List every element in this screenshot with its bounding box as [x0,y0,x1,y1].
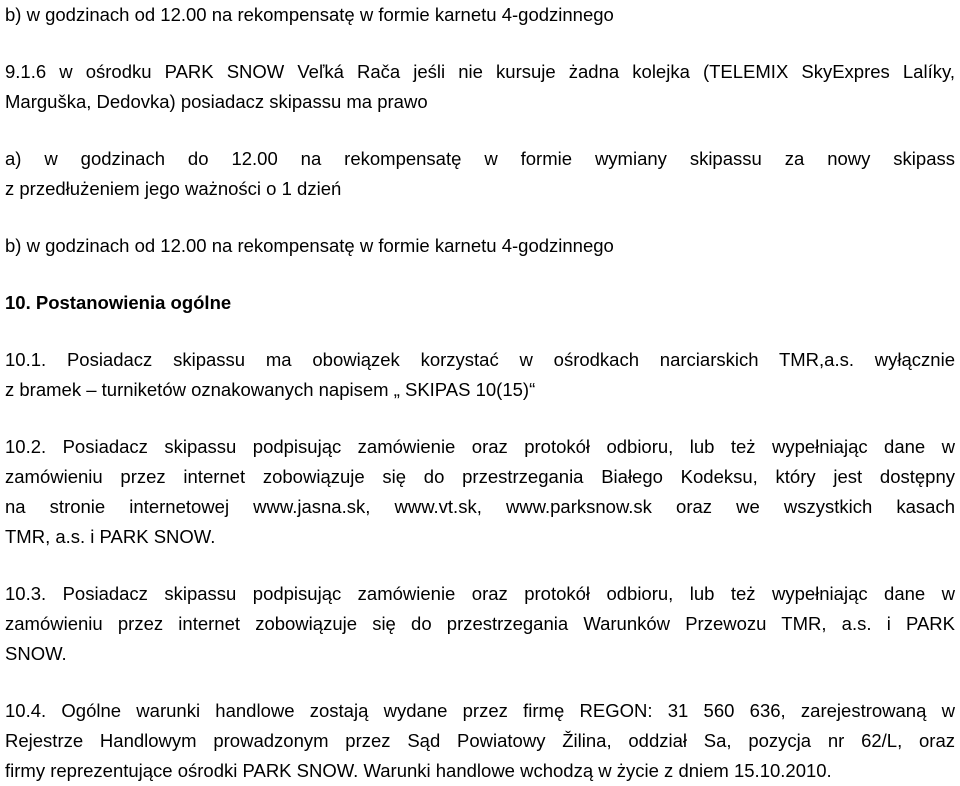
paragraph-10-3-line-1: 10.3. Posiadacz skipassu podpisując zamówienie oraz protokół odbioru, lub też wypełniając dane w [5,583,955,604]
spacer [5,204,955,231]
paragraph-a-option-line-2: z przedłużeniem jego ważności o 1 dzień [5,178,342,199]
paragraph-10-3-line-3: SNOW. [5,643,67,664]
spacer [5,117,955,144]
paragraph-a-option-line-1: a) w godzinach do 12.00 na rekompensatę w formie wymiany skipassu za nowy skipass [5,148,955,169]
paragraph-10-4-line-1: 10.4. Ogólne warunki handlowe zostają wydane przez firmę REGON: 31 560 636, zarejestrowaną w [5,700,955,721]
paragraph-b-option: b) w godzinach od 12.00 na rekompensatę w formie karnetu 4-godzinnego [5,235,614,256]
spacer [5,261,955,288]
paragraph-10-1-line-2: z bramek – turniketów oznakowanych napisem „ SKIPAS 10(15)“ [5,379,536,400]
paragraph-10-2-line-4: TMR, a.s. i PARK SNOW. [5,526,216,547]
paragraph-10-1-line-1: 10.1. Posiadacz skipassu ma obowiązek korzystać w ośrodkach narciarskich TMR,a.s. wyłącznie [5,349,955,370]
spacer [5,318,955,345]
paragraph-10-2-line-2: zamówieniu przez internet zobowiązuje się do przestrzegania Białego Kodeksu, który jest dostępny [5,466,955,487]
paragraph-10-2-line-1: 10.2. Posiadacz skipassu podpisując zamówienie oraz protokół odbioru, lub też wypełniając dane w [5,436,955,457]
paragraph-10-4-line-3: firmy reprezentujące ośrodki PARK SNOW. Warunki handlowe wchodzą w życie z dniem 15.10.2010. [5,760,832,781]
document-page [5,0,955,786]
spacer [5,405,955,432]
paragraph-9-1-6-line-2: Marguška, Dedovka) posiadacz skipassu ma prawo [5,91,428,112]
section-heading: 10. Postanowienia ogólne [5,292,232,313]
paragraph-b-option-4h-pass: b) w godzinach od 12.00 na rekompensatę w formie karnetu 4-godzinnego [5,4,614,25]
spacer [5,552,955,579]
paragraph-10-3-line-2: zamówieniu przez internet zobowiązuje się do przestrzegania Warunków Przewozu TMR, a.s. i PARK [5,613,955,634]
spacer [5,30,955,57]
paragraph-10-4-line-2: Rejestrze Handlowym prowadzonym przez Sąd Powiatowy Žilina, oddział Sa, pozycja nr 62/L, oraz [5,730,955,751]
paragraph-9-1-6-line-1: 9.1.6 w ośrodku PARK SNOW Veľká Rača jeśli nie kursuje żadna kolejka (TELEMIX SkyExpres Lalíky, [5,61,955,82]
paragraph-10-2-line-3: na stronie internetowej www.jasna.sk, www.vt.sk, www.parksnow.sk oraz we wszystkich kasach [5,496,955,517]
spacer [5,669,955,696]
